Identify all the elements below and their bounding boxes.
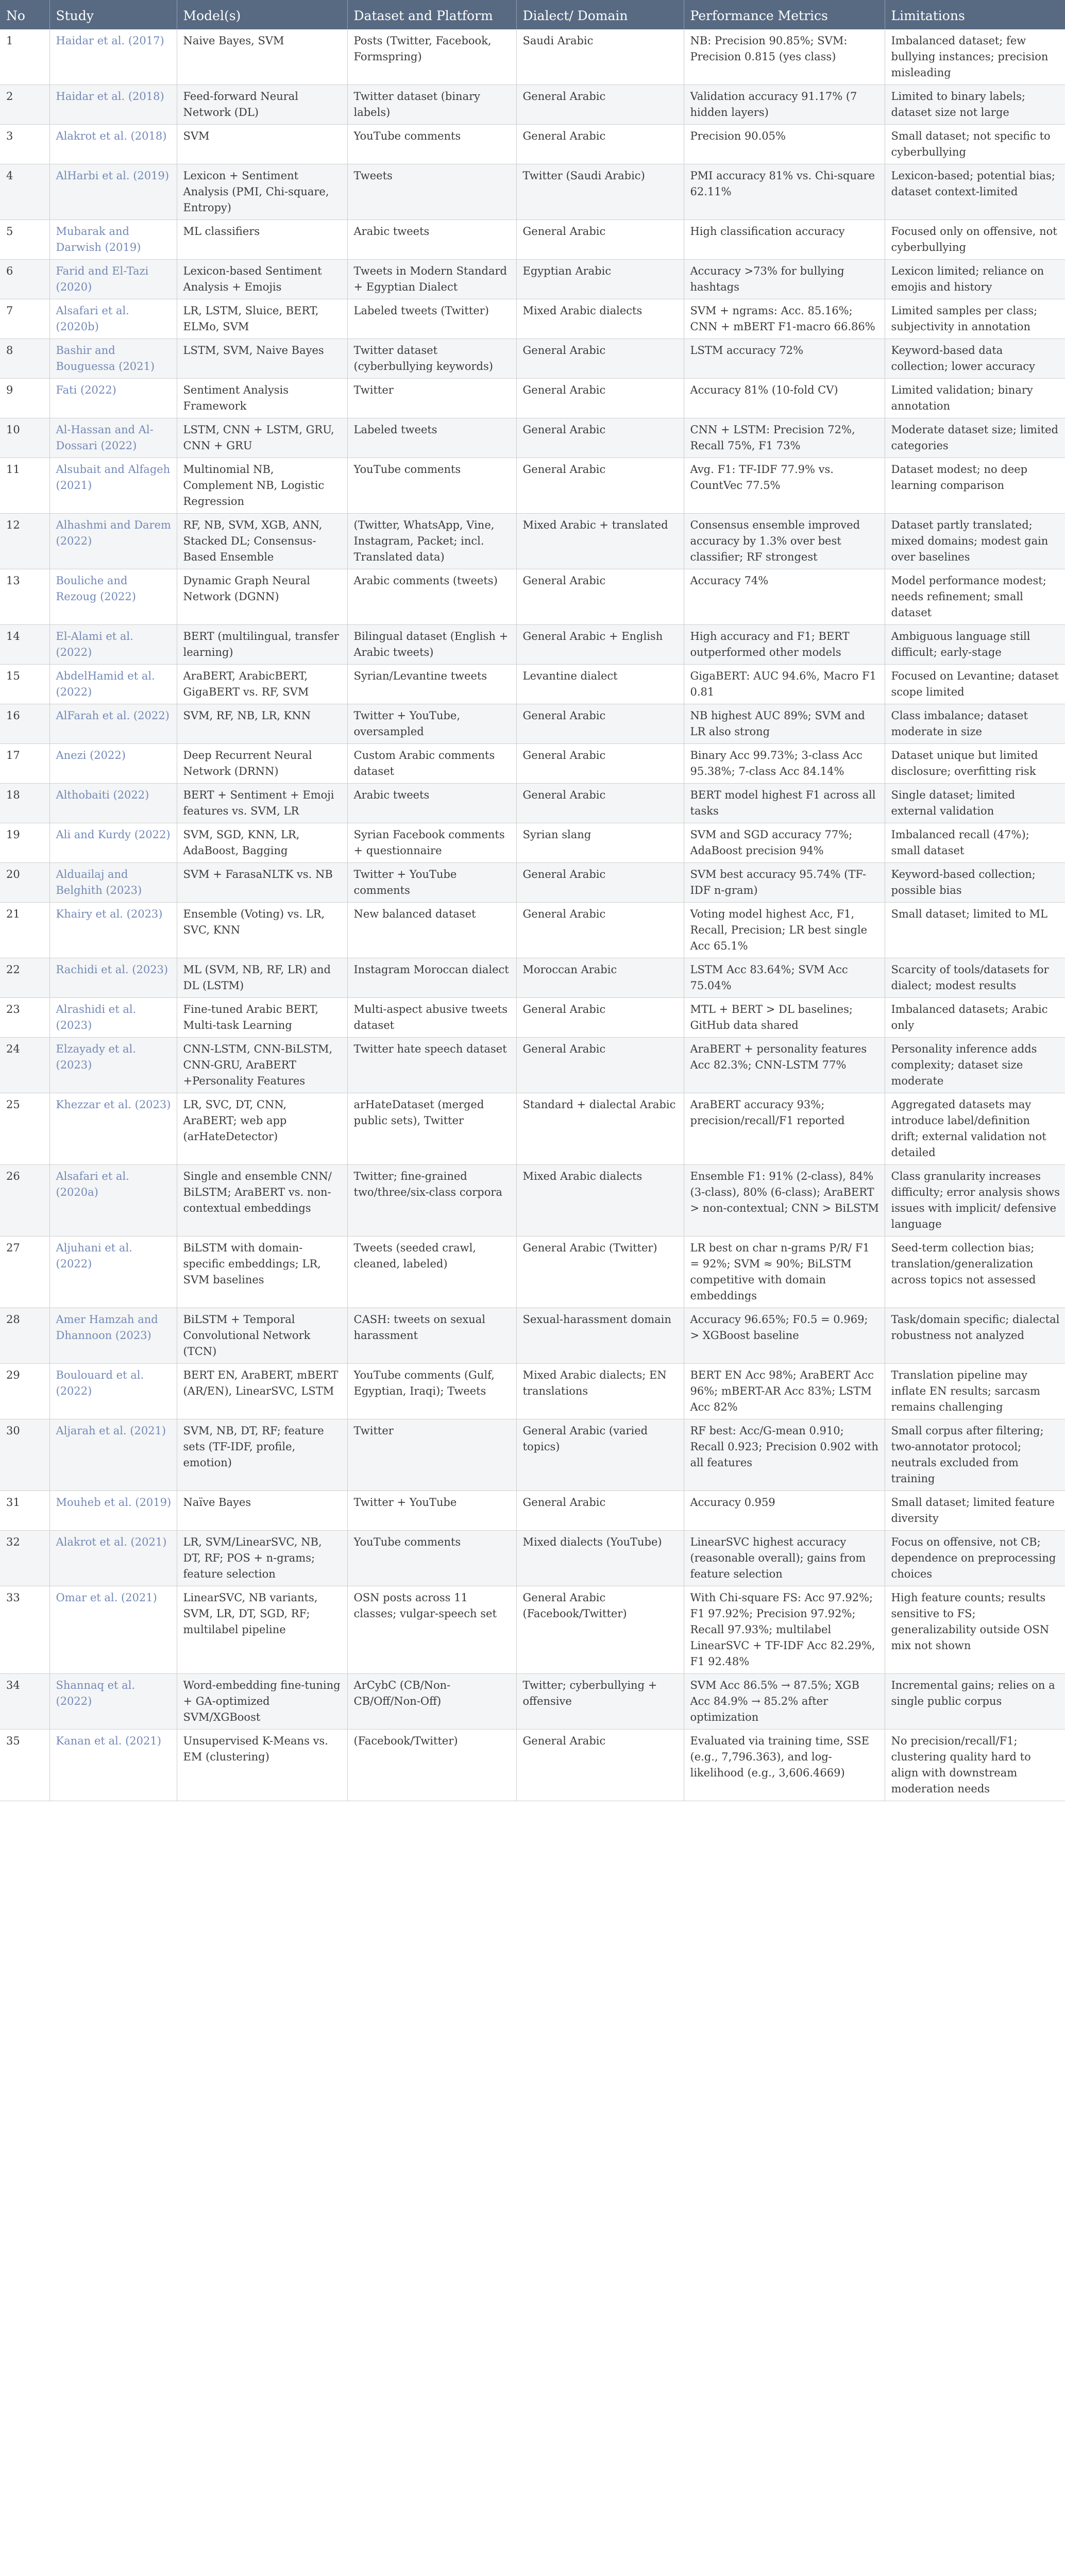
cell-metrics: SVM + ngrams: Acc. 85.16%; CNN + mBERT F1-macro 66.86% bbox=[684, 299, 885, 339]
cell-study[interactable]: Omar et al. (2021) bbox=[49, 1586, 177, 1674]
cell-limitations: Lexicon-based; potential bias; dataset context-limited bbox=[885, 164, 1065, 220]
cell-dialect: General Arabic bbox=[516, 1038, 684, 1093]
cell-dialect: General Arabic bbox=[516, 784, 684, 823]
cell-dataset: Bilingual dataset (English + Arabic tweets) bbox=[347, 625, 516, 665]
cell-study[interactable]: Alrashidi et al. (2023) bbox=[49, 998, 177, 1038]
cell-models: Dynamic Graph Neural Network (DGNN) bbox=[177, 569, 347, 625]
cell-metrics: LSTM Acc 83.64%; SVM Acc 75.04% bbox=[684, 958, 885, 998]
cell-metrics: Evaluated via training time, SSE (e.g., 7,796.363), and log-likelihood (e.g., 3,606.4669) bbox=[684, 1730, 885, 1801]
cell-study[interactable]: Alsafari et al. (2020a) bbox=[49, 1165, 177, 1236]
table-row bbox=[0, 704, 1065, 744]
cell-study[interactable]: Bouliche and Rezoug (2022) bbox=[49, 569, 177, 625]
cell-dialect: Twitter; cyberbullying + offensive bbox=[516, 1674, 684, 1730]
cell-metrics: Accuracy 0.959 bbox=[684, 1491, 885, 1531]
cell-metrics: LinearSVC highest accuracy (reasonable overall); gains from feature selection bbox=[684, 1531, 885, 1586]
table-row bbox=[0, 1165, 1065, 1236]
cell-metrics: RF best: Acc/G-mean 0.910; Recall 0.923; Precision 0.902 with all features bbox=[684, 1419, 885, 1491]
cell-metrics: Validation accuracy 91.17% (7 hidden layers) bbox=[684, 85, 885, 125]
table-row bbox=[0, 458, 1065, 514]
cell-models: Lexicon-based Sentiment Analysis + Emojis bbox=[177, 260, 347, 299]
cell-limitations: Focus on offensive, not CB; dependence on preprocessing choices bbox=[885, 1531, 1065, 1586]
cell-models: LinearSVC, NB variants, SVM, LR, DT, SGD, RF; multilabel pipeline bbox=[177, 1586, 347, 1674]
cell-limitations: Personality inference adds complexity; dataset size moderate bbox=[885, 1038, 1065, 1093]
cell-study[interactable]: Mubarak and Darwish (2019) bbox=[49, 220, 177, 260]
cell-no: 28 bbox=[0, 1308, 49, 1364]
cell-models: SVM, SGD, KNN, LR, AdaBoost, Bagging bbox=[177, 823, 347, 863]
cell-dialect: General Arabic bbox=[516, 379, 684, 418]
cell-dialect: Mixed Arabic dialects bbox=[516, 299, 684, 339]
header-row bbox=[0, 0, 1065, 29]
cell-limitations: Keyword-based data collection; lower accuracy bbox=[885, 339, 1065, 379]
cell-no: 13 bbox=[0, 569, 49, 625]
cell-study[interactable]: Fati (2022) bbox=[49, 379, 177, 418]
cell-no: 22 bbox=[0, 958, 49, 998]
cell-study[interactable]: Khezzar et al. (2023) bbox=[49, 1093, 177, 1165]
cell-limitations: Imbalanced datasets; Arabic only bbox=[885, 998, 1065, 1038]
cell-dataset: Tweets bbox=[347, 164, 516, 220]
cell-dataset: Twitter dataset (binary labels) bbox=[347, 85, 516, 125]
cell-models: AraBERT, ArabicBERT, GigaBERT vs. RF, SVM bbox=[177, 665, 347, 704]
cell-dataset: Arabic tweets bbox=[347, 784, 516, 823]
table-row bbox=[0, 514, 1065, 569]
cell-dialect: General Arabic bbox=[516, 903, 684, 958]
cell-dialect: Egyptian Arabic bbox=[516, 260, 684, 299]
cell-limitations: Imbalanced dataset; few bullying instances; precision misleading bbox=[885, 29, 1065, 85]
cell-models: LR, LSTM, Sluice, BERT, ELMo, SVM bbox=[177, 299, 347, 339]
cell-study[interactable]: Kanan et al. (2021) bbox=[49, 1730, 177, 1801]
cell-no: 23 bbox=[0, 998, 49, 1038]
cell-models: Naive Bayes, SVM bbox=[177, 29, 347, 85]
table-row bbox=[0, 299, 1065, 339]
cell-dialect: Syrian slang bbox=[516, 823, 684, 863]
cell-metrics: Precision 90.05% bbox=[684, 125, 885, 164]
cell-no: 6 bbox=[0, 260, 49, 299]
table-row bbox=[0, 339, 1065, 379]
cell-dialect: Levantine dialect bbox=[516, 665, 684, 704]
cell-study[interactable]: Alakrot et al. (2021) bbox=[49, 1531, 177, 1586]
cell-no: 14 bbox=[0, 625, 49, 665]
cell-no: 9 bbox=[0, 379, 49, 418]
cell-dataset: Instagram Moroccan dialect bbox=[347, 958, 516, 998]
cell-no: 5 bbox=[0, 220, 49, 260]
cell-study[interactable]: Elzayady et al. (2023) bbox=[49, 1038, 177, 1093]
cell-limitations: Keyword-based collection; possible bias bbox=[885, 863, 1065, 903]
cell-limitations: High feature counts; results sensitive to FS; generalizability outside OSN mix not shown bbox=[885, 1586, 1065, 1674]
cell-dataset: ArCybC (CB/Non-CB/Off/Non-Off) bbox=[347, 1674, 516, 1730]
cell-metrics: SVM and SGD accuracy 77%; AdaBoost precision 94% bbox=[684, 823, 885, 863]
cell-study[interactable]: Farid and El-Tazi (2020) bbox=[49, 260, 177, 299]
table-row bbox=[0, 1093, 1065, 1165]
cell-limitations: Small corpus after filtering; two-annotator protocol; neutrals excluded from training bbox=[885, 1419, 1065, 1491]
table-header bbox=[0, 0, 1065, 29]
cell-metrics: BERT model highest F1 across all tasks bbox=[684, 784, 885, 823]
cell-study[interactable]: Alduailaj and Belghith (2023) bbox=[49, 863, 177, 903]
cell-dataset: Tweets in Modern Standard + Egyptian Dialect bbox=[347, 260, 516, 299]
cell-limitations: Scarcity of tools/datasets for dialect; modest results bbox=[885, 958, 1065, 998]
table-row bbox=[0, 569, 1065, 625]
cell-dialect: Mixed Arabic + translated bbox=[516, 514, 684, 569]
cell-models: SVM, RF, NB, LR, KNN bbox=[177, 704, 347, 744]
cell-dialect: Sexual-harassment domain bbox=[516, 1308, 684, 1364]
cell-no: 7 bbox=[0, 299, 49, 339]
table-row bbox=[0, 85, 1065, 125]
cell-dataset: YouTube comments bbox=[347, 1531, 516, 1586]
cell-no: 4 bbox=[0, 164, 49, 220]
cell-models: Feed-forward Neural Network (DL) bbox=[177, 85, 347, 125]
table-row bbox=[0, 863, 1065, 903]
cell-no: 2 bbox=[0, 85, 49, 125]
cell-dataset: Tweets (seeded crawl, cleaned, labeled) bbox=[347, 1236, 516, 1308]
cell-metrics: BERT EN Acc 98%; AraBERT Acc 96%; mBERT-AR Acc 83%; LSTM Acc 82% bbox=[684, 1364, 885, 1419]
cell-limitations: No precision/recall/F1; clustering quality hard to align with downstream moderation needs bbox=[885, 1730, 1065, 1801]
cell-dataset: Twitter + YouTube comments bbox=[347, 863, 516, 903]
table-row bbox=[0, 1531, 1065, 1586]
cell-metrics: Accuracy 96.65%; F0.5 = 0.969; > XGBoost baseline bbox=[684, 1308, 885, 1364]
cell-study[interactable]: Boulouard et al. (2022) bbox=[49, 1364, 177, 1419]
cell-models: Unsupervised K-Means vs. EM (clustering) bbox=[177, 1730, 347, 1801]
table-row bbox=[0, 418, 1065, 458]
cell-metrics: MTL + BERT > DL baselines; GitHub data shared bbox=[684, 998, 885, 1038]
cell-dataset: CASH: tweets on sexual harassment bbox=[347, 1308, 516, 1364]
cell-no: 32 bbox=[0, 1531, 49, 1586]
cell-dataset: New balanced dataset bbox=[347, 903, 516, 958]
cell-metrics: High accuracy and F1; BERT outperformed other models bbox=[684, 625, 885, 665]
cell-no: 26 bbox=[0, 1165, 49, 1236]
table-row bbox=[0, 379, 1065, 418]
cell-no: 25 bbox=[0, 1093, 49, 1165]
cell-dataset: OSN posts across 11 classes; vulgar-speech set bbox=[347, 1586, 516, 1674]
cell-no: 18 bbox=[0, 784, 49, 823]
cell-dialect: General Arabic (varied topics) bbox=[516, 1419, 684, 1491]
cell-metrics: Voting model highest Acc, F1, Recall, Precision; LR best single Acc 65.1% bbox=[684, 903, 885, 958]
cell-no: 31 bbox=[0, 1491, 49, 1531]
cell-models: Deep Recurrent Neural Network (DRNN) bbox=[177, 744, 347, 784]
cell-dialect: General Arabic bbox=[516, 863, 684, 903]
cell-limitations: Small dataset; limited to ML bbox=[885, 903, 1065, 958]
cell-models: Lexicon + Sentiment Analysis (PMI, Chi-square, Entropy) bbox=[177, 164, 347, 220]
cell-study[interactable]: Alhashmi and Darem (2022) bbox=[49, 514, 177, 569]
table-row bbox=[0, 903, 1065, 958]
cell-dataset: Syrian Facebook comments + questionnaire bbox=[347, 823, 516, 863]
cell-dataset: (Facebook/Twitter) bbox=[347, 1730, 516, 1801]
cell-metrics: Binary Acc 99.73%; 3-class Acc 95.38%; 7-class Acc 84.14% bbox=[684, 744, 885, 784]
table-row bbox=[0, 220, 1065, 260]
cell-metrics: Accuracy >73% for bullying hashtags bbox=[684, 260, 885, 299]
cell-dialect: Standard + dialectal Arabic bbox=[516, 1093, 684, 1165]
cell-no: 3 bbox=[0, 125, 49, 164]
table-row bbox=[0, 1419, 1065, 1491]
table-row bbox=[0, 665, 1065, 704]
cell-dialect: General Arabic bbox=[516, 1491, 684, 1531]
cell-no: 27 bbox=[0, 1236, 49, 1308]
cell-metrics: AraBERT accuracy 93%; precision/recall/F1 reported bbox=[684, 1093, 885, 1165]
cell-limitations: Task/domain specific; dialectal robustness not analyzed bbox=[885, 1308, 1065, 1364]
cell-models: BiLSTM with domain-specific embeddings; LR, SVM baselines bbox=[177, 1236, 347, 1308]
table-row bbox=[0, 1674, 1065, 1730]
cell-limitations: Small dataset; not specific to cyberbullying bbox=[885, 125, 1065, 164]
cell-study[interactable]: Haidar et al. (2018) bbox=[49, 85, 177, 125]
table-row bbox=[0, 164, 1065, 220]
cell-no: 19 bbox=[0, 823, 49, 863]
cell-no: 17 bbox=[0, 744, 49, 784]
cell-models: CNN-LSTM, CNN-BiLSTM, CNN-GRU, AraBERT +Personality Features bbox=[177, 1038, 347, 1093]
cell-limitations: Dataset partly translated; mixed domains; modest gain over baselines bbox=[885, 514, 1065, 569]
cell-limitations: Translation pipeline may inflate EN results; sarcasm remains challenging bbox=[885, 1364, 1065, 1419]
cell-dataset: Twitter bbox=[347, 1419, 516, 1491]
cell-limitations: Focused on Levantine; dataset scope limited bbox=[885, 665, 1065, 704]
table-row bbox=[0, 998, 1065, 1038]
table-row bbox=[0, 1491, 1065, 1531]
cell-metrics: GigaBERT: AUC 94.6%, Macro F1 0.81 bbox=[684, 665, 885, 704]
cell-dialect: Twitter (Saudi Arabic) bbox=[516, 164, 684, 220]
cell-models: BERT + Sentiment + Emoji features vs. SVM, LR bbox=[177, 784, 347, 823]
cell-no: 34 bbox=[0, 1674, 49, 1730]
cell-dataset: Posts (Twitter, Facebook, Formspring) bbox=[347, 29, 516, 85]
cell-study[interactable]: Anezi (2022) bbox=[49, 744, 177, 784]
cell-dataset: YouTube comments bbox=[347, 125, 516, 164]
cell-study[interactable]: Mouheb et al. (2019) bbox=[49, 1491, 177, 1531]
header-dataset: Dataset and Platform bbox=[347, 0, 516, 29]
cell-no: 24 bbox=[0, 1038, 49, 1093]
cell-dialect: General Arabic bbox=[516, 458, 684, 514]
cell-study[interactable]: Al-Hassan and Al-Dossari (2022) bbox=[49, 418, 177, 458]
cell-dataset: Twitter + YouTube bbox=[347, 1491, 516, 1531]
cell-models: Word-embedding fine-tuning + GA-optimized SVM/XGBoost bbox=[177, 1674, 347, 1730]
cell-study[interactable]: Alsafari et al. (2020b) bbox=[49, 299, 177, 339]
cell-dataset: Labeled tweets bbox=[347, 418, 516, 458]
cell-dialect: General Arabic (Facebook/Twitter) bbox=[516, 1586, 684, 1674]
cell-dialect: Mixed Arabic dialects bbox=[516, 1165, 684, 1236]
table-row bbox=[0, 823, 1065, 863]
cell-dialect: General Arabic bbox=[516, 998, 684, 1038]
cell-no: 15 bbox=[0, 665, 49, 704]
cell-metrics: With Chi-square FS: Acc 97.92%; F1 97.92%; Precision 97.92%; Recall 97.93%; multilabel LinearSVC + TF-IDF Acc 82.29%, F1 92.48% bbox=[684, 1586, 885, 1674]
cell-dialect: General Arabic (Twitter) bbox=[516, 1236, 684, 1308]
cell-study[interactable]: Aljarah et al. (2021) bbox=[49, 1419, 177, 1491]
header-no: No bbox=[0, 0, 49, 29]
table-body bbox=[0, 29, 1065, 1801]
cell-dataset: Twitter; fine-grained two/three/six-class corpora bbox=[347, 1165, 516, 1236]
cell-models: LR, SVM/LinearSVC, NB, DT, RF; POS + n-grams; feature selection bbox=[177, 1531, 347, 1586]
cell-metrics: PMI accuracy 81% vs. Chi-square 62.11% bbox=[684, 164, 885, 220]
cell-dataset: Twitter + YouTube, oversampled bbox=[347, 704, 516, 744]
cell-dialect: Mixed dialects (YouTube) bbox=[516, 1531, 684, 1586]
cell-models: SVM bbox=[177, 125, 347, 164]
cell-no: 11 bbox=[0, 458, 49, 514]
cell-study[interactable]: El-Alami et al. (2022) bbox=[49, 625, 177, 665]
cell-limitations: Model performance modest; needs refinement; small dataset bbox=[885, 569, 1065, 625]
cell-metrics: AraBERT + personality features Acc 82.3%; CNN-LSTM 77% bbox=[684, 1038, 885, 1093]
cell-dataset: Twitter bbox=[347, 379, 516, 418]
cell-metrics: Accuracy 74% bbox=[684, 569, 885, 625]
header-metrics: Performance Metrics bbox=[684, 0, 885, 29]
cell-dialect: General Arabic bbox=[516, 704, 684, 744]
cell-metrics: SVM best accuracy 95.74% (TF-IDF n-gram) bbox=[684, 863, 885, 903]
table-row bbox=[0, 260, 1065, 299]
cell-dialect: Mixed Arabic dialects; EN translations bbox=[516, 1364, 684, 1419]
cell-no: 35 bbox=[0, 1730, 49, 1801]
cell-models: SVM, NB, DT, RF; feature sets (TF-IDF, profile, emotion) bbox=[177, 1419, 347, 1491]
cell-dialect: General Arabic bbox=[516, 339, 684, 379]
cell-limitations: Limited validation; binary annotation bbox=[885, 379, 1065, 418]
cell-dataset: Arabic tweets bbox=[347, 220, 516, 260]
cell-study[interactable]: AlFarah et al. (2022) bbox=[49, 704, 177, 744]
cell-metrics: SVM Acc 86.5% → 87.5%; XGB Acc 84.9% → 85.2% after optimization bbox=[684, 1674, 885, 1730]
cell-no: 21 bbox=[0, 903, 49, 958]
cell-limitations: Aggregated datasets may introduce label/definition drift; external validation not detailed bbox=[885, 1093, 1065, 1165]
cell-metrics: Accuracy 81% (10-fold CV) bbox=[684, 379, 885, 418]
cell-models: Multinomial NB, Complement NB, Logistic Regression bbox=[177, 458, 347, 514]
cell-models: ML classifiers bbox=[177, 220, 347, 260]
cell-no: 10 bbox=[0, 418, 49, 458]
cell-limitations: Class imbalance; dataset moderate in size bbox=[885, 704, 1065, 744]
table-row bbox=[0, 1236, 1065, 1308]
cell-metrics: LSTM accuracy 72% bbox=[684, 339, 885, 379]
cell-study[interactable]: Ali and Kurdy (2022) bbox=[49, 823, 177, 863]
cell-metrics: High classification accuracy bbox=[684, 220, 885, 260]
cell-no: 30 bbox=[0, 1419, 49, 1491]
cell-limitations: Small dataset; limited feature diversity bbox=[885, 1491, 1065, 1531]
cell-limitations: Class granularity increases difficulty; error analysis shows issues with implicit/ defensive language bbox=[885, 1165, 1065, 1236]
header-models: Model(s) bbox=[177, 0, 347, 29]
cell-dataset: Custom Arabic comments dataset bbox=[347, 744, 516, 784]
cell-models: LSTM, CNN + LSTM, GRU, CNN + GRU bbox=[177, 418, 347, 458]
cell-study[interactable]: Amer Hamzah and Dhannoon (2023) bbox=[49, 1308, 177, 1364]
table-row bbox=[0, 1730, 1065, 1801]
header-study: Study bbox=[49, 0, 177, 29]
cell-models: BERT (multilingual, transfer learning) bbox=[177, 625, 347, 665]
cell-limitations: Ambiguous language still difficult; early-stage bbox=[885, 625, 1065, 665]
table-row bbox=[0, 1586, 1065, 1674]
cell-dataset: Twitter dataset (cyberbullying keywords) bbox=[347, 339, 516, 379]
cell-models: Ensemble (Voting) vs. LR, SVC, KNN bbox=[177, 903, 347, 958]
cell-dialect: General Arabic bbox=[516, 125, 684, 164]
cell-study[interactable]: Althobaiti (2022) bbox=[49, 784, 177, 823]
table-row bbox=[0, 1364, 1065, 1419]
cell-dialect: General Arabic bbox=[516, 220, 684, 260]
table-row bbox=[0, 1308, 1065, 1364]
cell-metrics: NB: Precision 90.85%; SVM: Precision 0.815 (yes class) bbox=[684, 29, 885, 85]
cell-limitations: Limited to binary labels; dataset size not large bbox=[885, 85, 1065, 125]
cell-no: 1 bbox=[0, 29, 49, 85]
cell-limitations: Dataset unique but limited disclosure; overfitting risk bbox=[885, 744, 1065, 784]
cell-limitations: Seed-term collection bias; translation/generalization across topics not assessed bbox=[885, 1236, 1065, 1308]
cell-models: RF, NB, SVM, XGB, ANN, Stacked DL; Consensus-Based Ensemble bbox=[177, 514, 347, 569]
cell-models: Sentiment Analysis Framework bbox=[177, 379, 347, 418]
cell-limitations: Lexicon limited; reliance on emojis and history bbox=[885, 260, 1065, 299]
cell-study[interactable]: Alakrot et al. (2018) bbox=[49, 125, 177, 164]
header-limitations: Limitations bbox=[885, 0, 1065, 29]
cell-study[interactable]: Shannaq et al. (2022) bbox=[49, 1674, 177, 1730]
cell-limitations: Single dataset; limited external validation bbox=[885, 784, 1065, 823]
cell-metrics: Avg. F1: TF-IDF 77.9% vs. CountVec 77.5% bbox=[684, 458, 885, 514]
table-row bbox=[0, 744, 1065, 784]
cell-dataset: (Twitter, WhatsApp, Vine, Instagram, Packet; incl. Translated data) bbox=[347, 514, 516, 569]
cell-dataset: Multi-aspect abusive tweets dataset bbox=[347, 998, 516, 1038]
cell-dialect: General Arabic bbox=[516, 418, 684, 458]
cell-dataset: YouTube comments bbox=[347, 458, 516, 514]
cell-limitations: Moderate dataset size; limited categories bbox=[885, 418, 1065, 458]
cell-dialect: General Arabic bbox=[516, 1730, 684, 1801]
cell-dataset: Twitter hate speech dataset bbox=[347, 1038, 516, 1093]
cell-models: SVM + FarasaNLTK vs. NB bbox=[177, 863, 347, 903]
cell-study[interactable]: Rachidi et al. (2023) bbox=[49, 958, 177, 998]
cell-metrics: CNN + LSTM: Precision 72%, Recall 75%, F1 73% bbox=[684, 418, 885, 458]
table-row bbox=[0, 1038, 1065, 1093]
cell-metrics: Ensemble F1: 91% (2-class), 84% (3-class), 80% (6-class); AraBERT > non-contextual; CNN > BiLSTM bbox=[684, 1165, 885, 1236]
cell-no: 29 bbox=[0, 1364, 49, 1419]
cell-study[interactable]: AlHarbi et al. (2019) bbox=[49, 164, 177, 220]
cell-dataset: YouTube comments (Gulf, Egyptian, Iraqi); Tweets bbox=[347, 1364, 516, 1419]
cell-study[interactable]: AbdelHamid et al. (2022) bbox=[49, 665, 177, 704]
cell-models: Fine-tuned Arabic BERT, Multi-task Learning bbox=[177, 998, 347, 1038]
cell-metrics: Consensus ensemble improved accuracy by 1.3% over best classifier; RF strongest bbox=[684, 514, 885, 569]
cell-study[interactable]: Bashir and Bouguessa (2021) bbox=[49, 339, 177, 379]
cell-limitations: Dataset modest; no deep learning comparison bbox=[885, 458, 1065, 514]
cell-limitations: Focused only on offensive, not cyberbullying bbox=[885, 220, 1065, 260]
cell-no: 8 bbox=[0, 339, 49, 379]
cell-limitations: Incremental gains; relies on a single public corpus bbox=[885, 1674, 1065, 1730]
cell-no: 12 bbox=[0, 514, 49, 569]
cell-study[interactable]: Aljuhani et al. (2022) bbox=[49, 1236, 177, 1308]
cell-models: ML (SVM, NB, RF, LR) and DL (LSTM) bbox=[177, 958, 347, 998]
cell-limitations: Limited samples per class; subjectivity in annotation bbox=[885, 299, 1065, 339]
cell-models: Single and ensemble CNN/ BiLSTM; AraBERT vs. non-contextual embeddings bbox=[177, 1165, 347, 1236]
cell-no: 20 bbox=[0, 863, 49, 903]
cell-no: 16 bbox=[0, 704, 49, 744]
table-row bbox=[0, 958, 1065, 998]
cell-models: BiLSTM + Temporal Convolutional Network (TCN) bbox=[177, 1308, 347, 1364]
cell-dialect: Saudi Arabic bbox=[516, 29, 684, 85]
table-row bbox=[0, 125, 1065, 164]
cell-models: LR, SVC, DT, CNN, AraBERT; web app (arHateDetector) bbox=[177, 1093, 347, 1165]
header-dialect: Dialect/ Domain bbox=[516, 0, 684, 29]
cell-dataset: arHateDataset (merged public sets), Twitter bbox=[347, 1093, 516, 1165]
cell-models: Naïve Bayes bbox=[177, 1491, 347, 1531]
cell-dialect: General Arabic bbox=[516, 85, 684, 125]
cell-metrics: NB highest AUC 89%; SVM and LR also strong bbox=[684, 704, 885, 744]
cell-models: LSTM, SVM, Naive Bayes bbox=[177, 339, 347, 379]
table-row bbox=[0, 625, 1065, 665]
cell-dataset: Labeled tweets (Twitter) bbox=[347, 299, 516, 339]
cell-metrics: LR best on char n-grams P/R/ F1 = 92%; SVM ≈ 90%; BiLSTM competitive with domain embeddings bbox=[684, 1236, 885, 1308]
cell-no: 33 bbox=[0, 1586, 49, 1674]
table-row bbox=[0, 784, 1065, 823]
table-row bbox=[0, 29, 1065, 85]
cell-study[interactable]: Haidar et al. (2017) bbox=[49, 29, 177, 85]
cell-dataset: Arabic comments (tweets) bbox=[347, 569, 516, 625]
cell-limitations: Imbalanced recall (47%); small dataset bbox=[885, 823, 1065, 863]
cell-dialect: General Arabic bbox=[516, 569, 684, 625]
cell-models: BERT EN, AraBERT, mBERT (AR/EN), LinearSVC, LSTM bbox=[177, 1364, 347, 1419]
cell-dataset: Syrian/Levantine tweets bbox=[347, 665, 516, 704]
cell-dialect: Moroccan Arabic bbox=[516, 958, 684, 998]
cell-dialect: General Arabic bbox=[516, 744, 684, 784]
cell-study[interactable]: Alsubait and Alfageh (2021) bbox=[49, 458, 177, 514]
cell-study[interactable]: Khairy et al. (2023) bbox=[49, 903, 177, 958]
cell-dialect: General Arabic + English bbox=[516, 625, 684, 665]
